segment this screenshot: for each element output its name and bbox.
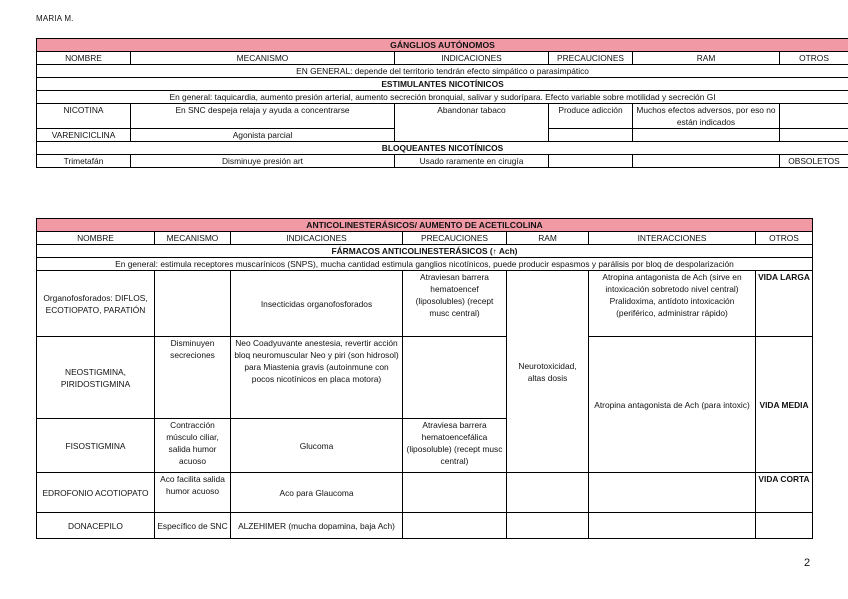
drug-interactions: Atropina antagonista de Ach (sirve en intoxicación sobretodo nivel central) Pralidoxima, antídoto intoxicación (periférico, administrar rápido) (589, 271, 756, 337)
drug-indications: ALZEHIMER (mucha dopamina, baja Ach) (231, 513, 403, 539)
drug-name: VARENICICLINA (37, 129, 131, 142)
col-header: PRECAUCIONES (403, 232, 507, 245)
col-header: PRECAUCIONES (549, 52, 633, 65)
col-header: OTROS (780, 52, 848, 65)
col-header: INTERACCIONES (589, 232, 756, 245)
empty-cell (507, 513, 589, 539)
drug-mechanism: Agonista parcial (131, 129, 395, 142)
table-title: ANTICOLINESTERÁSICOS/ AUMENTO DE ACETILCOLINA (37, 219, 813, 232)
drug-name: NEOSTIGMINA, PIRIDOSTIGMINA (37, 337, 155, 419)
drug-name: Organofosforados: DIFLOS, ECOTIOPATO, PARATIÓN (37, 271, 155, 337)
col-header: OTROS (756, 232, 813, 245)
drug-indications: Neo Coadyuvante anestesia, revertir acción bloq neuromuscular Neo y piri (son hidrosol) para Miastenia gravis (autoinmune con pocos nicotínicos en placa motora) (231, 337, 403, 419)
section-title: BLOQUEANTES NICOTÍNICOS (37, 142, 848, 155)
drug-other: VIDA LARGA (756, 271, 813, 337)
drug-mechanism: Contracción músculo ciliar, salida humor acuoso (155, 419, 231, 473)
drug-mechanism: Aco facilita salida humor acuoso (155, 473, 231, 513)
section-title: ESTIMULANTES NICOTÍNICOS (37, 78, 848, 91)
anticolinesterasicos-table (36, 218, 813, 539)
col-header: RAM (507, 232, 589, 245)
drug-indications: Abandonar tabaco (395, 104, 549, 142)
col-header: INDICACIONES (231, 232, 403, 245)
empty-cell (633, 155, 780, 168)
col-header: MECANISMO (155, 232, 231, 245)
drug-name: EDROFONIO ACOTIOPATO (37, 473, 155, 513)
drug-mechanism: En SNC despeja relaja y ayuda a concentrarse (131, 104, 395, 129)
empty-cell (549, 155, 633, 168)
general-note: EN GENERAL: depende del territorio tendrán efecto simpático o parasimpático (37, 65, 848, 78)
drug-other: VIDA MEDIA (756, 337, 813, 473)
drug-indications: Aco para Glaucoma (231, 473, 403, 513)
drug-name: FISOSTIGMINA (37, 419, 155, 473)
drug-interactions: Atropina antagonista de Ach (para intoxic) (589, 337, 756, 473)
drug-precautions: Atraviesan barrera hematoencef (liposolubles) (recept musc central) (403, 271, 507, 337)
drug-indications: Usado raramente en cirugía (395, 155, 549, 168)
empty-cell (780, 104, 848, 129)
empty-cell (589, 473, 756, 513)
section-title: FÁRMACOS ANTICOLINESTERÁSICOS (↑ Ach) (37, 245, 813, 258)
empty-cell (549, 129, 633, 142)
drug-other: OBSOLETOS (780, 155, 848, 168)
ganglios-table (36, 38, 848, 168)
drug-indications: Insecticidas organofosforados (231, 271, 403, 337)
drug-name: DONACEPILO (37, 513, 155, 539)
col-header: INDICACIONES (395, 52, 549, 65)
section-general-note: En general: taquicardia, aumento presión arterial, aumento secreción bronquial, salivar y sudorípara. Efecto variable sobre motilidad y secreción GI (37, 91, 848, 104)
drug-name: Trimetafán (37, 155, 131, 168)
drug-mechanism: Disminuyen secreciones (155, 337, 231, 419)
drug-ram: Neurotoxicidad, altas dosis (507, 271, 589, 473)
col-header: MECANISMO (131, 52, 395, 65)
col-header: NOMBRE (37, 52, 131, 65)
empty-cell (756, 513, 813, 539)
empty-cell (633, 129, 780, 142)
drug-other: VIDA CORTA (756, 473, 813, 513)
empty-cell (780, 129, 848, 142)
drug-ram: Muchos efectos adversos, por eso no están indicados (633, 104, 780, 129)
drug-mechanism: Específico de SNC (155, 513, 231, 539)
table-title: GÁNGLIOS AUTÓNOMOS (37, 39, 848, 52)
empty-cell (589, 513, 756, 539)
drug-name: NICOTINA (37, 104, 131, 129)
general-note: En general: estimula receptores muscarínicos (SNPS), mucha cantidad estimula ganglios nicotínicos, puede producir espasmos y parálisis por bloq de despolarización (37, 258, 813, 271)
col-header: RAM (633, 52, 780, 65)
empty-cell (155, 271, 231, 337)
drug-precautions: Produce adicción (549, 104, 633, 129)
empty-cell (403, 513, 507, 539)
empty-cell (507, 473, 589, 513)
drug-precautions: Atraviesa barrera hematoencefálica (liposoluble) (recept musc central) (403, 419, 507, 473)
empty-cell (403, 337, 507, 419)
empty-cell (403, 473, 507, 513)
author-name: MARIA M. (36, 14, 74, 23)
col-header: NOMBRE (37, 232, 155, 245)
page-number: 2 (804, 557, 811, 569)
drug-indications: Glucoma (231, 419, 403, 473)
drug-mechanism: Disminuye presión art (131, 155, 395, 168)
